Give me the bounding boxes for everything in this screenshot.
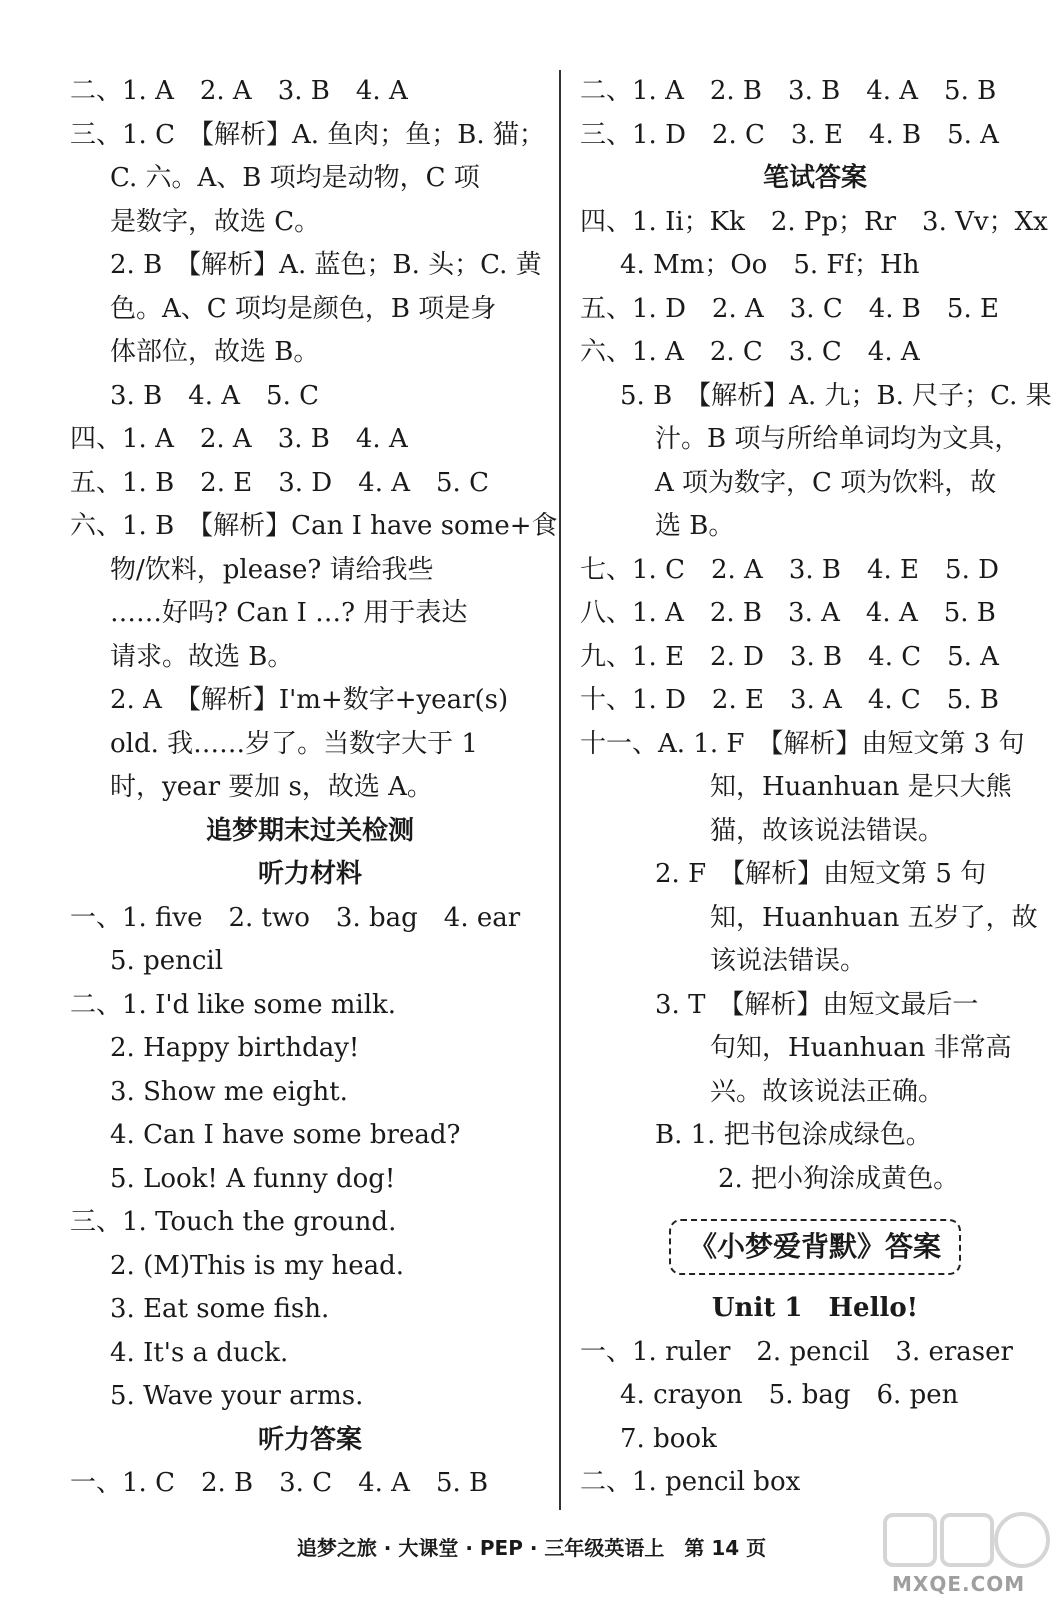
answer-line: 2. F 【解析】由短文第 5 句	[655, 859, 987, 889]
answer-line: C. 六。A、B 项均是动物，C 项	[110, 163, 480, 193]
answer-line: 5. pencil	[110, 946, 224, 976]
answer-line: 八、1. A 2. B 3. A 4. A 5. B	[580, 598, 996, 628]
answer-line: 请求。故选 B。	[110, 641, 294, 672]
right-column	[580, 70, 1050, 1505]
answer-line: 猫，故该说法错误。	[710, 815, 945, 846]
answer-line: 物/饮料，please? 请给我些	[110, 554, 434, 585]
answer-line: 兴。故该说法正确。	[710, 1076, 945, 1107]
answer-line: 选 B。	[655, 511, 735, 541]
answer-line: 二、1. I'd like some milk.	[70, 989, 397, 1020]
section-heading: 笔试答案	[762, 163, 867, 193]
column-divider	[559, 70, 561, 1510]
right-column-unit-answers	[580, 1331, 1050, 1505]
answer-line: 知，Huanhuan 五岁了，故	[710, 902, 1038, 933]
answer-line: 2. (M)This is my head.	[110, 1250, 405, 1281]
answer-line: 2. 把小狗涂成黄色。	[718, 1163, 960, 1194]
answer-line: 是数字，故选 C。	[110, 206, 321, 237]
watermark-text: MXQE.COM	[892, 1572, 1026, 1596]
answer-line: 二、1. pencil box	[580, 1467, 801, 1497]
answer-line: 3. T 【解析】由短文最后一	[655, 989, 979, 1020]
answer-line: ……好吗? Can I …? 用于表达	[110, 598, 468, 628]
answer-line: 色。A、C 项均是颜色，B 项是身	[110, 293, 497, 324]
left-column	[70, 70, 558, 1506]
answer-line: 一、1. five 2. two 3. bag 4. ear	[70, 902, 521, 933]
answer-line: 一、1. ruler 2. pencil 3. eraser	[580, 1336, 1013, 1367]
answer-line: A 项为数字，C 项为饮料，故	[655, 467, 997, 498]
answer-line: 3. B 4. A 5. C	[110, 380, 319, 411]
answer-line: 一、1. C 2. B 3. C 4. A 5. B	[70, 1468, 489, 1498]
answer-line: B. 1. 把书包涂成绿色。	[655, 1120, 932, 1150]
answer-line: 5. B 【解析】A. 九；B. 尺子；C. 果	[620, 380, 1052, 411]
answer-line: 2. A 【解析】I'm+数字+year(s)	[110, 685, 509, 715]
answer-line: 5. Look! A funny dog!	[110, 1163, 396, 1194]
answer-line: 三、1. C 【解析】A. 鱼肉；鱼；B. 猫；	[70, 119, 545, 150]
answer-line: 3. Show me eight.	[110, 1076, 348, 1107]
section-heading: 追梦期末过关检测	[205, 815, 414, 846]
answer-line: 5. Wave your arms.	[110, 1381, 364, 1411]
answer-line: 三、1. Touch the ground.	[70, 1207, 397, 1237]
answer-line: 四、1. A 2. A 3. B 4. A	[70, 424, 408, 454]
answer-line: 三、1. D 2. C 3. E 4. B 5. A	[580, 119, 999, 150]
answer-line: 五、1. B 2. E 3. D 4. A 5. C	[70, 467, 489, 498]
answer-line: 六、1. B 【解析】Can I have some+食	[70, 511, 558, 541]
answer-line: 汁。B 项与所给单词均为文具，	[655, 424, 1021, 454]
answer-line: 知，Huanhuan 是只大熊	[710, 772, 1012, 802]
answer-line: 3. Eat some fish.	[110, 1294, 330, 1324]
section-heading: 听力材料	[257, 859, 362, 889]
answer-line: 2. Happy birthday!	[110, 1033, 360, 1063]
section-box-title: 《小梦爱背默》答案	[669, 1219, 961, 1275]
answer-line: 二、1. A 2. A 3. B 4. A	[70, 76, 408, 106]
answer-line: 该说法错误。	[710, 946, 867, 976]
section-heading: 听力答案	[257, 1424, 362, 1455]
answer-line: 体部位，故选 B。	[110, 337, 320, 367]
answer-line: old. 我……岁了。当数字大于 1	[110, 728, 478, 759]
answer-line: 4. crayon 5. bag 6. pen	[620, 1380, 959, 1410]
answer-line: 五、1. D 2. A 3. C 4. B 5. E	[580, 293, 999, 324]
answer-line: 十、1. D 2. E 3. A 4. C 5. B	[580, 685, 999, 715]
answer-line: 7. book	[620, 1423, 717, 1454]
answer-line: 七、1. C 2. A 3. B 4. E 5. D	[580, 554, 999, 585]
answer-line: 4. It's a duck.	[110, 1337, 289, 1368]
answer-line: 二、1. A 2. B 3. B 4. A 5. B	[580, 76, 997, 106]
answer-line: 六、1. A 2. C 3. C 4. A	[580, 337, 920, 367]
section-box	[580, 1219, 1050, 1275]
answer-line: 九、1. E 2. D 3. B 4. C 5. A	[580, 641, 999, 672]
answer-line: 2. B 【解析】A. 蓝色；B. 头；C. 黄	[110, 250, 542, 280]
answer-line: 句知，Huanhuan 非常高	[710, 1033, 1012, 1063]
answer-line: 时，year 要加 s，故选 A。	[110, 772, 433, 802]
page-footer: 追梦之旅 · 大课堂 · PEP · 三年级英语上 第 14 页	[296, 1536, 767, 1560]
answer-line: 4. Mm；Oo 5. Ff；Hh	[620, 250, 920, 280]
unit-title: Unit 1 Hello!	[711, 1293, 919, 1323]
answer-line: 4. Can I have some bread?	[110, 1120, 461, 1150]
answer-line: 四、1. Ii；Kk 2. Pp；Rr 3. Vv；Xx	[580, 206, 1048, 237]
right-column-answers	[580, 70, 1050, 1201]
answer-line: 十一、A. 1. F 【解析】由短文第 3 句	[580, 728, 1025, 759]
